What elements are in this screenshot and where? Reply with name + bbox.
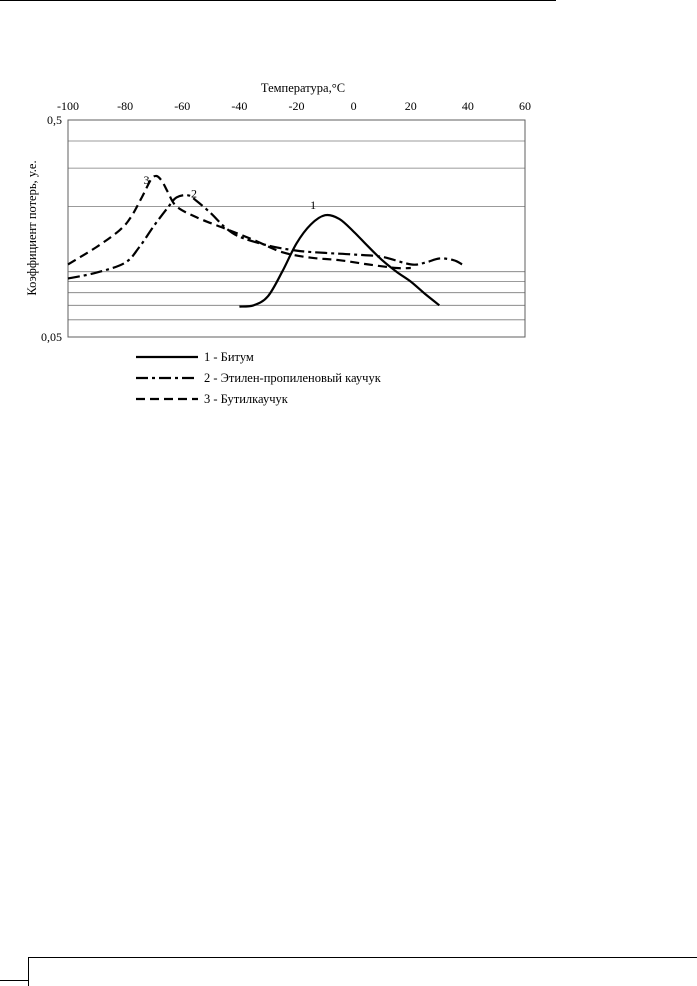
page-footer-rule [28, 957, 697, 958]
x-tick-label: -100 [57, 99, 79, 113]
y-tick-label: 0,5 [47, 113, 62, 127]
series-line [68, 176, 411, 268]
x-axis-title: Температура,°С [260, 81, 346, 95]
curve-number-label: 2 [190, 186, 197, 201]
legend [136, 350, 382, 406]
series-layer [68, 176, 462, 307]
curve-number-label: 3 [143, 172, 150, 187]
x-tick-label: 0 [350, 99, 357, 113]
y-tick-labels [41, 113, 62, 344]
legend-label: 2 - Этилен-пропиленовый каучук [204, 371, 381, 385]
page-footer-corner [28, 957, 29, 986]
y-tick-label: 0,05 [41, 330, 62, 344]
x-tick-label: -60 [174, 99, 191, 113]
x-tick-label: -40 [231, 99, 248, 113]
y-axis-title: Коэффициент потерь, у.е. [25, 160, 39, 296]
x-tick-labels [57, 99, 531, 113]
x-tick-label: 40 [461, 99, 474, 113]
page-footer-stub [0, 980, 28, 981]
x-tick-label: -20 [288, 99, 305, 113]
chart-svg [0, 0, 697, 440]
legend-label: 3 - Бутилкаучук [204, 392, 288, 406]
grid-layer [68, 141, 525, 320]
x-tick-label: -80 [117, 99, 134, 113]
plot-area-frame [68, 120, 525, 337]
x-tick-label: 20 [404, 99, 417, 113]
x-tick-label: 60 [519, 99, 531, 113]
series-line [68, 195, 462, 278]
curve-number-label: 1 [310, 198, 317, 213]
chart-figure [0, 0, 697, 440]
legend-label: 1 - Битум [204, 350, 254, 364]
